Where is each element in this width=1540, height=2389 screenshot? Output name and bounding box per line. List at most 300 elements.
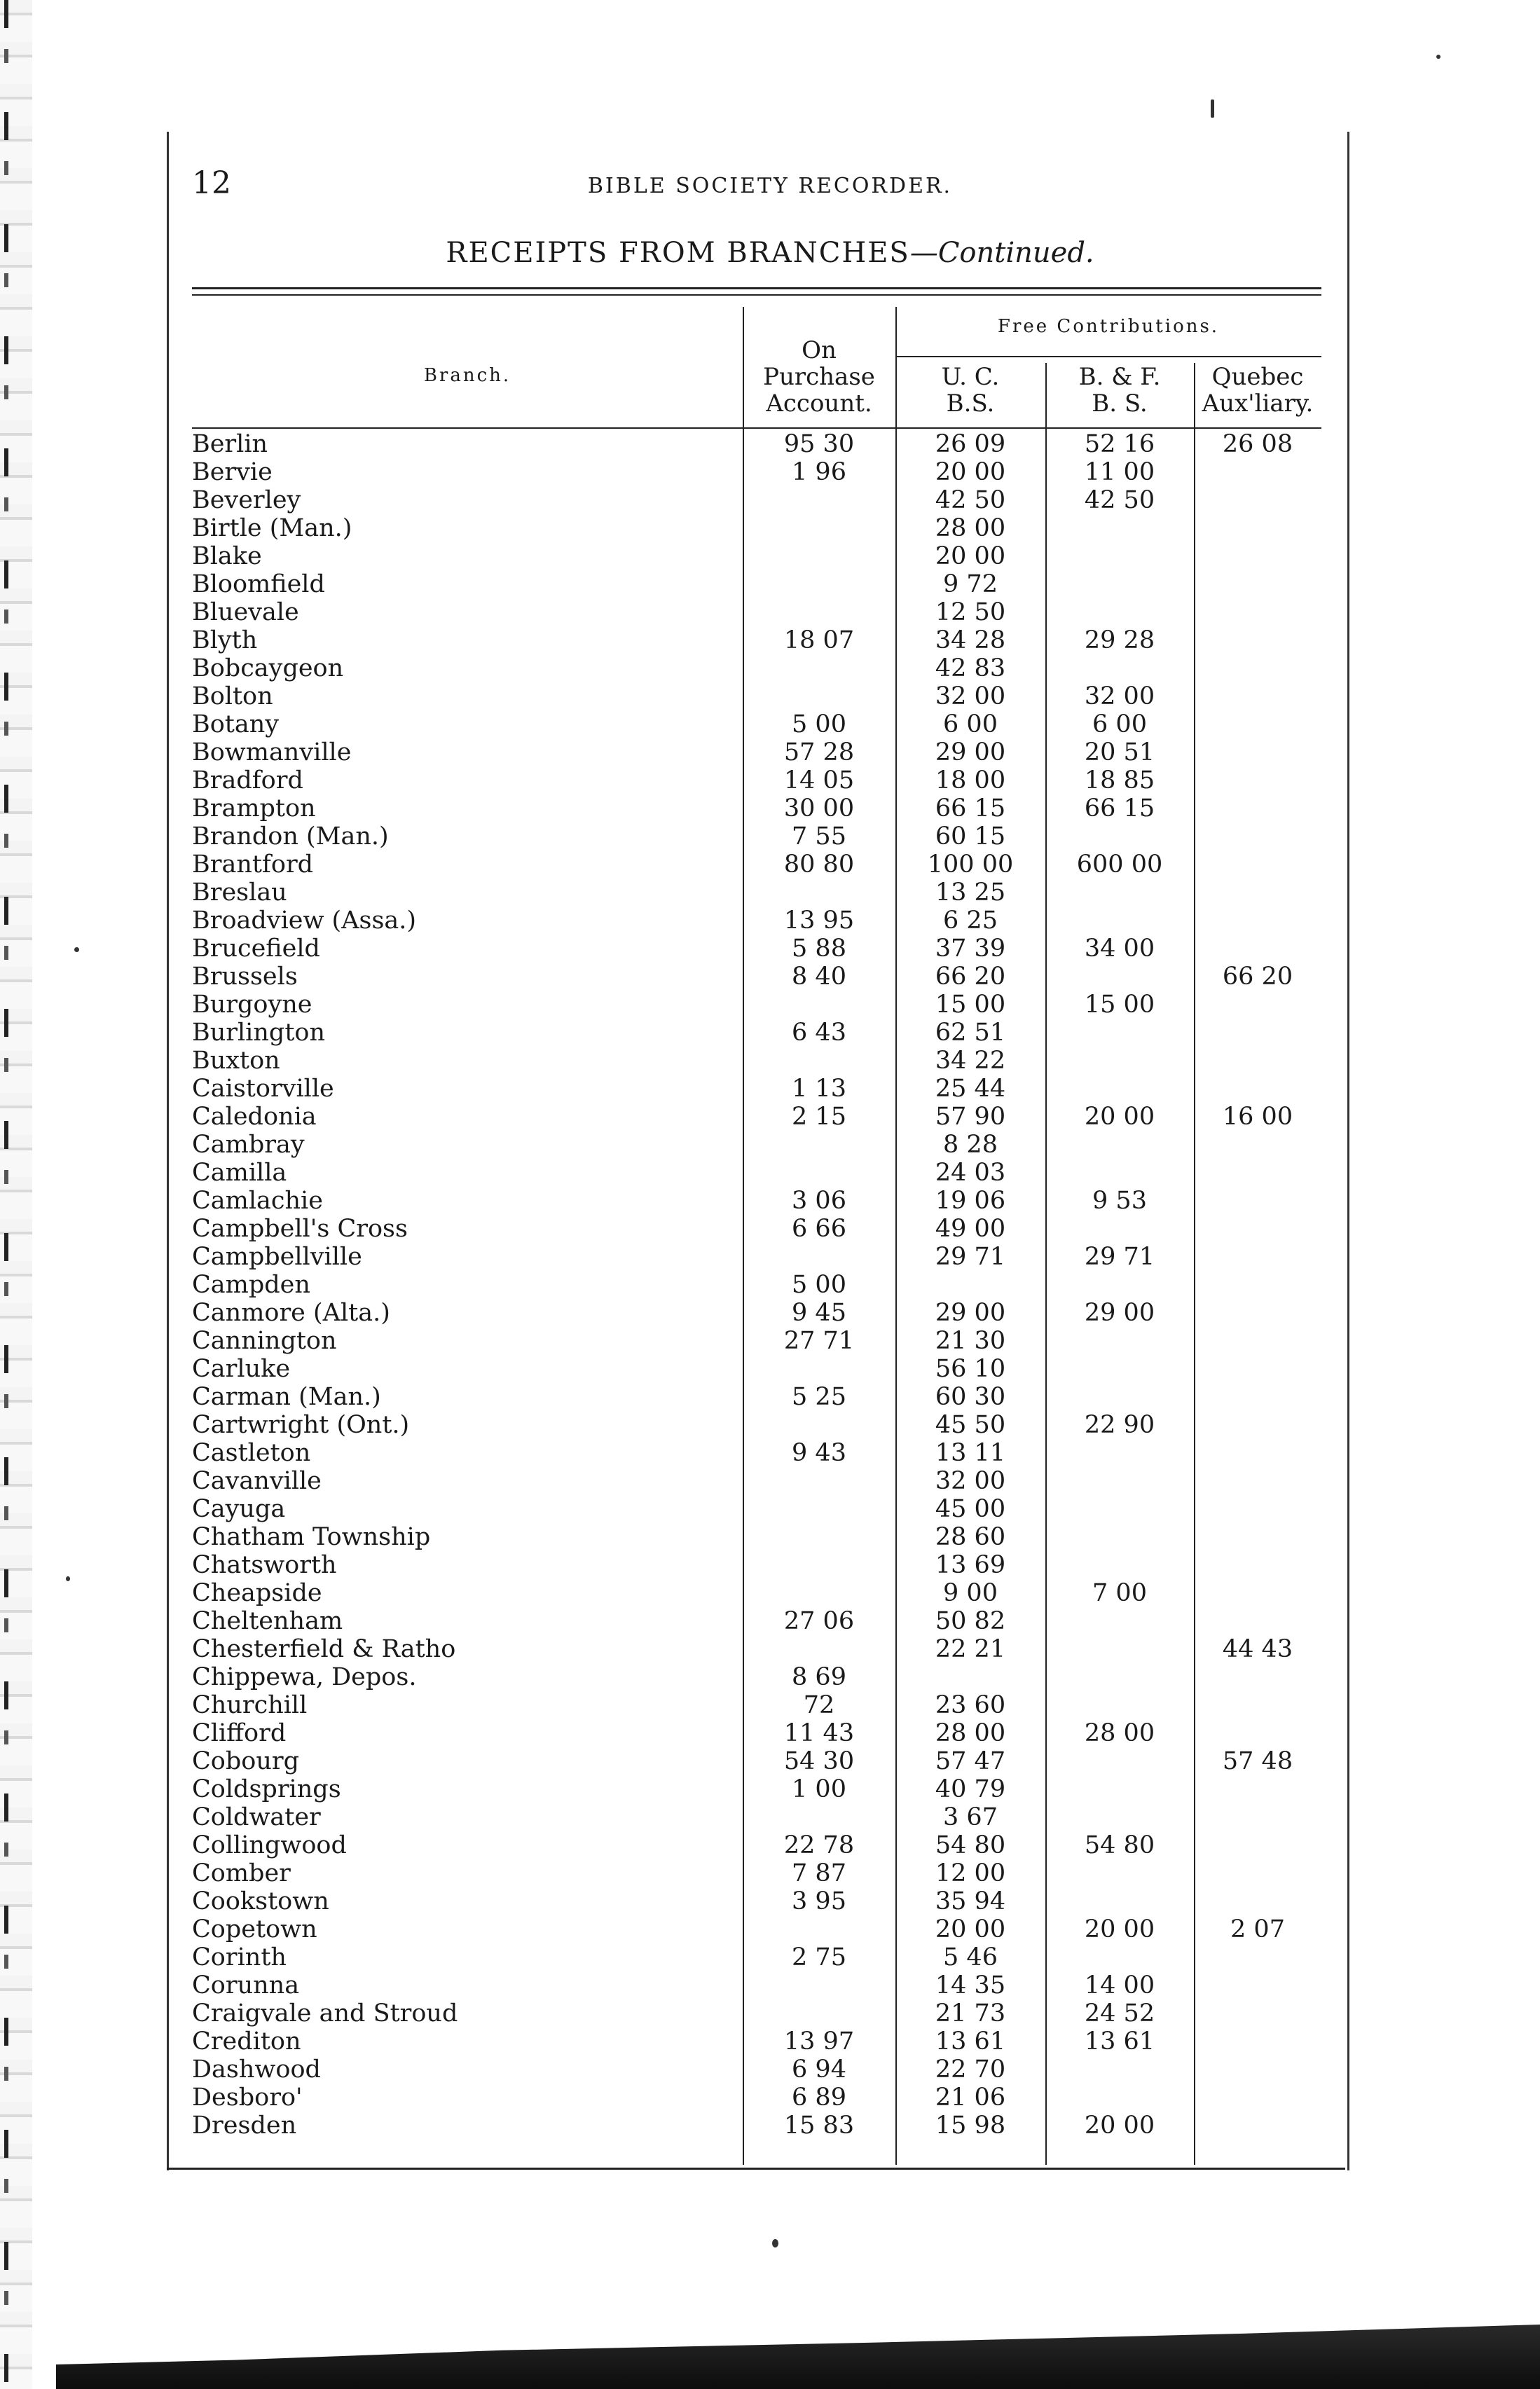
quebec-amount [1194, 2084, 1321, 2112]
quebec-amount [1194, 1775, 1321, 1803]
scan-binding-edge [0, 0, 32, 2389]
bfbs-amount [1045, 1383, 1194, 1411]
purchase-amount: 5 00 [792, 710, 846, 738]
bfbs-amount: 66 15 [1084, 794, 1155, 822]
table-row [192, 1663, 1321, 1691]
bfbs-amount [1045, 598, 1194, 626]
bfbs-amount [1045, 1943, 1194, 1971]
branch-name [192, 1747, 743, 1775]
purchase-amount [743, 1971, 895, 1999]
table-row [192, 1411, 1321, 1439]
purchase-amount: 5 25 [792, 1383, 846, 1411]
ucbs-amount: 6 00 [943, 710, 998, 738]
branch-name [192, 1887, 743, 1915]
bfbs-amount: 24 52 [1084, 1999, 1155, 2027]
quebec-amount: 66 20 [1222, 963, 1293, 991]
header-on-purchase-1: On [802, 336, 837, 364]
scan-speck [1211, 99, 1214, 118]
quebec-amount [1194, 2112, 1321, 2140]
branch-name [192, 542, 743, 570]
bfbs-amount [1045, 1775, 1194, 1803]
purchase-amount: 13 97 [783, 2027, 855, 2056]
quebec-amount [1194, 682, 1321, 710]
scan-bottom-shadow [56, 2325, 1540, 2389]
quebec-amount [1194, 1271, 1321, 1299]
ucbs-amount: 18 00 [935, 766, 1006, 794]
quebec-amount [1194, 766, 1321, 794]
ucbs-amount: 22 70 [935, 2056, 1006, 2084]
branch-label: Corunna [192, 1971, 303, 1999]
branch-label: Chesterfield & Ratho [192, 1635, 460, 1663]
bfbs-amount: 54 80 [1084, 1831, 1155, 1859]
branch-name [192, 991, 743, 1019]
ucbs-amount: 28 60 [935, 1523, 1006, 1551]
ucbs-amount: 8 28 [943, 1131, 998, 1159]
bfbs-amount [1045, 654, 1194, 682]
bfbs-amount: 11 00 [1084, 458, 1155, 486]
quebec-amount: 57 48 [1222, 1747, 1293, 1775]
table-row [192, 1999, 1321, 2027]
branch-name [192, 766, 743, 794]
branch-label: Cheltenham [192, 1607, 347, 1635]
purchase-amount: 22 78 [783, 1831, 855, 1859]
ucbs-amount [895, 1271, 1045, 1299]
branch-label: Bradford [192, 766, 308, 794]
branch-name [192, 1495, 743, 1523]
purchase-amount: 6 89 [792, 2084, 846, 2112]
branch-label: Cannington [192, 1327, 341, 1355]
branch-label: Cheapside [192, 1579, 326, 1607]
purchase-amount [743, 1999, 895, 2027]
table-row [192, 682, 1321, 710]
table-row [192, 991, 1321, 1019]
scan-speck [1436, 55, 1441, 59]
purchase-amount [743, 1411, 895, 1439]
purchase-amount [743, 1915, 895, 1943]
branch-name [192, 626, 743, 654]
quebec-amount [1194, 654, 1321, 682]
branch-name [192, 1663, 743, 1691]
bfbs-amount [1045, 1327, 1194, 1355]
branch-name [192, 794, 743, 822]
branch-name [192, 682, 743, 710]
branch-name [192, 935, 743, 963]
bfbs-amount: 7 00 [1092, 1579, 1147, 1607]
bfbs-amount: 6 00 [1092, 710, 1147, 738]
purchase-amount: 72 [803, 1691, 835, 1719]
table-row [192, 1271, 1321, 1299]
ucbs-amount: 40 79 [935, 1775, 1006, 1803]
table-row [192, 430, 1321, 458]
receipts-rows [192, 430, 1321, 2140]
branch-label: Broadview (Assa.) [192, 907, 420, 935]
bfbs-amount [1045, 1467, 1194, 1495]
purchase-amount: 2 15 [792, 1103, 846, 1131]
ucbs-amount: 19 06 [935, 1187, 1006, 1215]
branch-label: Brandon (Man.) [192, 822, 393, 851]
bfbs-amount [1045, 1131, 1194, 1159]
purchase-amount [743, 1159, 895, 1187]
quebec-amount [1194, 1887, 1321, 1915]
quebec-amount [1194, 1495, 1321, 1523]
branch-name [192, 570, 743, 598]
branch-label: Bluevale [192, 598, 303, 626]
quebec-amount [1194, 1019, 1321, 1047]
ucbs-amount: 23 60 [935, 1691, 1006, 1719]
branch-label: Breslau [192, 879, 291, 907]
branch-name [192, 1607, 743, 1635]
branch-name [192, 1159, 743, 1187]
table-row [192, 879, 1321, 907]
bfbs-amount [1045, 1635, 1194, 1663]
bfbs-amount [1045, 1803, 1194, 1831]
ucbs-amount: 6 25 [943, 907, 998, 935]
ucbs-amount: 34 22 [935, 1047, 1006, 1075]
branch-label: Birtle (Man.) [192, 514, 356, 542]
purchase-amount [743, 879, 895, 907]
quebec-amount [1194, 1607, 1321, 1635]
table-row [192, 1439, 1321, 1467]
purchase-amount: 1 96 [792, 458, 846, 486]
bfbs-amount: 28 00 [1084, 1719, 1155, 1747]
purchase-amount: 8 69 [792, 1663, 846, 1691]
quebec-amount [1194, 1243, 1321, 1271]
quebec-amount [1194, 1075, 1321, 1103]
table-row [192, 1887, 1321, 1915]
page-number: 12 [192, 165, 231, 201]
ucbs-amount: 42 50 [935, 486, 1006, 514]
purchase-amount [743, 1579, 895, 1607]
branch-label: Desboro' [192, 2084, 307, 2112]
quebec-amount [1194, 458, 1321, 486]
purchase-amount [743, 682, 895, 710]
ucbs-amount: 20 00 [935, 542, 1006, 570]
ucbs-amount: 66 15 [935, 794, 1006, 822]
table-row [192, 766, 1321, 794]
bfbs-amount: 20 00 [1084, 1915, 1155, 1943]
table-row [192, 822, 1321, 851]
branch-label: Crediton [192, 2027, 305, 2056]
purchase-amount: 9 45 [792, 1299, 846, 1327]
branch-label: Cartwright (Ont.) [192, 1411, 413, 1439]
branch-name [192, 907, 743, 935]
branch-label: Cambray [192, 1131, 309, 1159]
purchase-amount [743, 991, 895, 1019]
purchase-amount: 5 88 [792, 935, 846, 963]
branch-label: Bloomfield [192, 570, 329, 598]
table-row [192, 1859, 1321, 1887]
purchase-amount [743, 1467, 895, 1495]
ucbs-amount: 49 00 [935, 1215, 1006, 1243]
branch-name [192, 486, 743, 514]
bfbs-amount [1045, 1495, 1194, 1523]
branch-label: Berlin [192, 430, 272, 458]
quebec-amount [1194, 514, 1321, 542]
table-row [192, 851, 1321, 879]
branch-name [192, 1943, 743, 1971]
ucbs-amount: 25 44 [935, 1075, 1006, 1103]
branch-name [192, 2056, 743, 2084]
ucbs-amount: 14 35 [935, 1971, 1006, 1999]
branch-label: Botany [192, 710, 283, 738]
header-quebec-2: Aux'liary. [1202, 390, 1314, 418]
purchase-amount [743, 1495, 895, 1523]
table-row [192, 1243, 1321, 1271]
branch-label: Burlington [192, 1019, 329, 1047]
branch-label: Corinth [192, 1943, 291, 1971]
ucbs-amount: 45 00 [935, 1495, 1006, 1523]
table-row [192, 1075, 1321, 1103]
bfbs-amount [1045, 907, 1194, 935]
ucbs-amount: 12 50 [935, 598, 1006, 626]
table-row [192, 1775, 1321, 1803]
bfbs-amount: 20 51 [1084, 738, 1155, 766]
quebec-amount: 16 00 [1222, 1103, 1293, 1131]
quebec-amount [1194, 1355, 1321, 1383]
bfbs-amount [1045, 1607, 1194, 1635]
bfbs-amount [1045, 1271, 1194, 1299]
section-title [0, 237, 1540, 269]
header-on-purchase-2: Purchase [763, 363, 875, 391]
purchase-amount [743, 1243, 895, 1271]
quebec-amount [1194, 2056, 1321, 2084]
branch-name [192, 1047, 743, 1075]
purchase-amount: 6 43 [792, 1019, 846, 1047]
table-row [192, 1943, 1321, 1971]
bfbs-amount [1045, 1859, 1194, 1887]
table-row [192, 626, 1321, 654]
table-row [192, 514, 1321, 542]
table-row [192, 1607, 1321, 1635]
purchase-amount: 18 07 [783, 626, 855, 654]
purchase-amount [743, 542, 895, 570]
branch-name [192, 2084, 743, 2112]
table-row [192, 935, 1321, 963]
header-ucbs-2: B.S. [946, 390, 995, 418]
branch-name [192, 1859, 743, 1887]
bfbs-amount: 29 28 [1084, 626, 1155, 654]
header-quebec-1: Quebec [1211, 363, 1304, 391]
branch-name [192, 1999, 743, 2027]
table-row [192, 1747, 1321, 1775]
branch-label: Beverley [192, 486, 305, 514]
branch-name [192, 1915, 743, 1943]
purchase-amount: 1 00 [792, 1775, 846, 1803]
ucbs-amount: 13 61 [935, 2027, 1006, 2056]
branch-label: Chatsworth [192, 1551, 341, 1579]
quebec-amount [1194, 738, 1321, 766]
bfbs-amount [1045, 1019, 1194, 1047]
quebec-amount [1194, 1523, 1321, 1551]
quebec-amount [1194, 486, 1321, 514]
ucbs-amount: 13 25 [935, 879, 1006, 907]
branch-name [192, 1019, 743, 1047]
quebec-amount [1194, 851, 1321, 879]
branch-label: Campden [192, 1271, 315, 1299]
branch-name [192, 1467, 743, 1495]
branch-name [192, 822, 743, 851]
ucbs-amount: 56 10 [935, 1355, 1006, 1383]
branch-label: Carluke [192, 1355, 294, 1383]
table-row [192, 1299, 1321, 1327]
ucbs-amount [895, 1663, 1045, 1691]
branch-label: Bowmanville [192, 738, 355, 766]
purchase-amount [743, 1635, 895, 1663]
bfbs-amount [1045, 570, 1194, 598]
branch-label: Brantford [192, 851, 317, 879]
quebec-amount [1194, 1579, 1321, 1607]
section-title-text: RECEIPTS FROM BRANCHES [446, 237, 910, 269]
purchase-amount: 80 80 [783, 851, 855, 879]
quebec-amount [1194, 879, 1321, 907]
bfbs-amount [1045, 879, 1194, 907]
bfbs-amount [1045, 1691, 1194, 1719]
branch-label: Brussels [192, 963, 302, 991]
table-row [192, 1635, 1321, 1663]
branch-name [192, 1831, 743, 1859]
quebec-amount [1194, 1943, 1321, 1971]
ucbs-amount: 26 09 [935, 430, 1006, 458]
branch-label: Bobcaygeon [192, 654, 348, 682]
branch-name [192, 1635, 743, 1663]
branch-label: Castleton [192, 1439, 315, 1467]
ucbs-amount: 13 11 [935, 1439, 1006, 1467]
table-row [192, 1467, 1321, 1495]
header-free-contributions: Free Contributions. [997, 316, 1220, 337]
purchase-amount [743, 1047, 895, 1075]
table-row [192, 654, 1321, 682]
branch-name [192, 1971, 743, 1999]
branch-label: Cobourg [192, 1747, 303, 1775]
branch-label: Cookstown [192, 1887, 334, 1915]
purchase-amount: 15 83 [783, 2112, 855, 2140]
bfbs-amount: 20 00 [1084, 1103, 1155, 1131]
table-row [192, 794, 1321, 822]
branch-name [192, 1523, 743, 1551]
branch-name [192, 1103, 743, 1131]
branch-label: Campbellville [192, 1243, 366, 1271]
header-on-purchase-3: Account. [766, 390, 872, 418]
ucbs-amount: 15 00 [935, 991, 1006, 1019]
ucbs-amount: 13 69 [935, 1551, 1006, 1579]
branch-name [192, 1691, 743, 1719]
ucbs-amount: 50 82 [935, 1607, 1006, 1635]
ucbs-amount: 35 94 [935, 1887, 1006, 1915]
quebec-amount [1194, 1663, 1321, 1691]
ucbs-amount: 9 72 [943, 570, 998, 598]
table-row [192, 1047, 1321, 1075]
ucbs-amount: 5 46 [943, 1943, 998, 1971]
bfbs-amount [1045, 2084, 1194, 2112]
quebec-amount [1194, 1131, 1321, 1159]
branch-label: Dashwood [192, 2056, 325, 2084]
quebec-amount [1194, 2027, 1321, 2056]
quebec-amount [1194, 1803, 1321, 1831]
branch-label: Coldwater [192, 1803, 325, 1831]
header-bfbs-2: B. S. [1092, 390, 1148, 418]
header-bfbs-1: B. & F. [1078, 363, 1161, 391]
ucbs-amount: 57 47 [935, 1747, 1006, 1775]
purchase-amount [743, 486, 895, 514]
branch-label: Camilla [192, 1159, 291, 1187]
purchase-amount [743, 654, 895, 682]
purchase-amount: 9 43 [792, 1439, 846, 1467]
quebec-amount [1194, 1439, 1321, 1467]
branch-label: Burgoyne [192, 991, 317, 1019]
branch-label: Blyth [192, 626, 261, 654]
scan-speck [74, 947, 79, 952]
purchase-amount: 5 00 [792, 1271, 846, 1299]
bfbs-amount: 29 71 [1084, 1243, 1155, 1271]
table-row [192, 486, 1321, 514]
table-row [192, 542, 1321, 570]
bfbs-amount [1045, 1523, 1194, 1551]
branch-label: Copetown [192, 1915, 322, 1943]
branch-name [192, 963, 743, 991]
branch-name [192, 1243, 743, 1271]
table-row [192, 1159, 1321, 1187]
table-row [192, 1495, 1321, 1523]
bfbs-amount: 52 16 [1084, 430, 1155, 458]
ucbs-amount: 42 83 [935, 654, 1006, 682]
bfbs-amount: 14 00 [1084, 1971, 1155, 1999]
purchase-amount: 3 95 [792, 1887, 846, 1915]
branch-label: Comber [192, 1859, 295, 1887]
purchase-amount: 6 94 [792, 2056, 846, 2084]
ucbs-amount: 15 98 [935, 2112, 1006, 2140]
bfbs-amount [1045, 542, 1194, 570]
branch-label: Brampton [192, 794, 320, 822]
ucbs-amount: 32 00 [935, 682, 1006, 710]
branch-name [192, 654, 743, 682]
ucbs-amount: 9 00 [943, 1579, 998, 1607]
bfbs-amount: 20 00 [1084, 2112, 1155, 2140]
quebec-amount [1194, 626, 1321, 654]
branch-label: Carman (Man.) [192, 1383, 385, 1411]
purchase-amount: 57 28 [783, 738, 855, 766]
ucbs-amount: 100 00 [927, 851, 1014, 879]
purchase-amount: 3 06 [792, 1187, 846, 1215]
purchase-amount: 13 95 [783, 907, 855, 935]
bfbs-amount [1045, 822, 1194, 851]
table-row [192, 1355, 1321, 1383]
bfbs-amount [1045, 1159, 1194, 1187]
purchase-amount: 2 75 [792, 1943, 846, 1971]
table-row [192, 1103, 1321, 1131]
branch-name [192, 514, 743, 542]
quebec-amount [1194, 794, 1321, 822]
branch-label: Dresden [192, 2112, 301, 2140]
ucbs-amount: 29 00 [935, 1299, 1006, 1327]
ucbs-amount: 28 00 [935, 514, 1006, 542]
quebec-amount [1194, 822, 1321, 851]
table-bottom-rule [167, 2168, 1345, 2170]
branch-label: Camlachie [192, 1187, 327, 1215]
table-row [192, 1551, 1321, 1579]
header-bottom-rule [192, 427, 1321, 429]
table-row [192, 1131, 1321, 1159]
section-title-continued: —Continued. [909, 237, 1094, 269]
branch-label: Collingwood [192, 1831, 351, 1859]
table-row [192, 1971, 1321, 1999]
branch-label: Churchill [192, 1691, 311, 1719]
branch-label: Brucefield [192, 935, 324, 963]
table-row [192, 1187, 1321, 1215]
purchase-amount [743, 514, 895, 542]
branch-name [192, 1439, 743, 1467]
bfbs-amount [1045, 1663, 1194, 1691]
ucbs-amount: 62 51 [935, 1019, 1006, 1047]
